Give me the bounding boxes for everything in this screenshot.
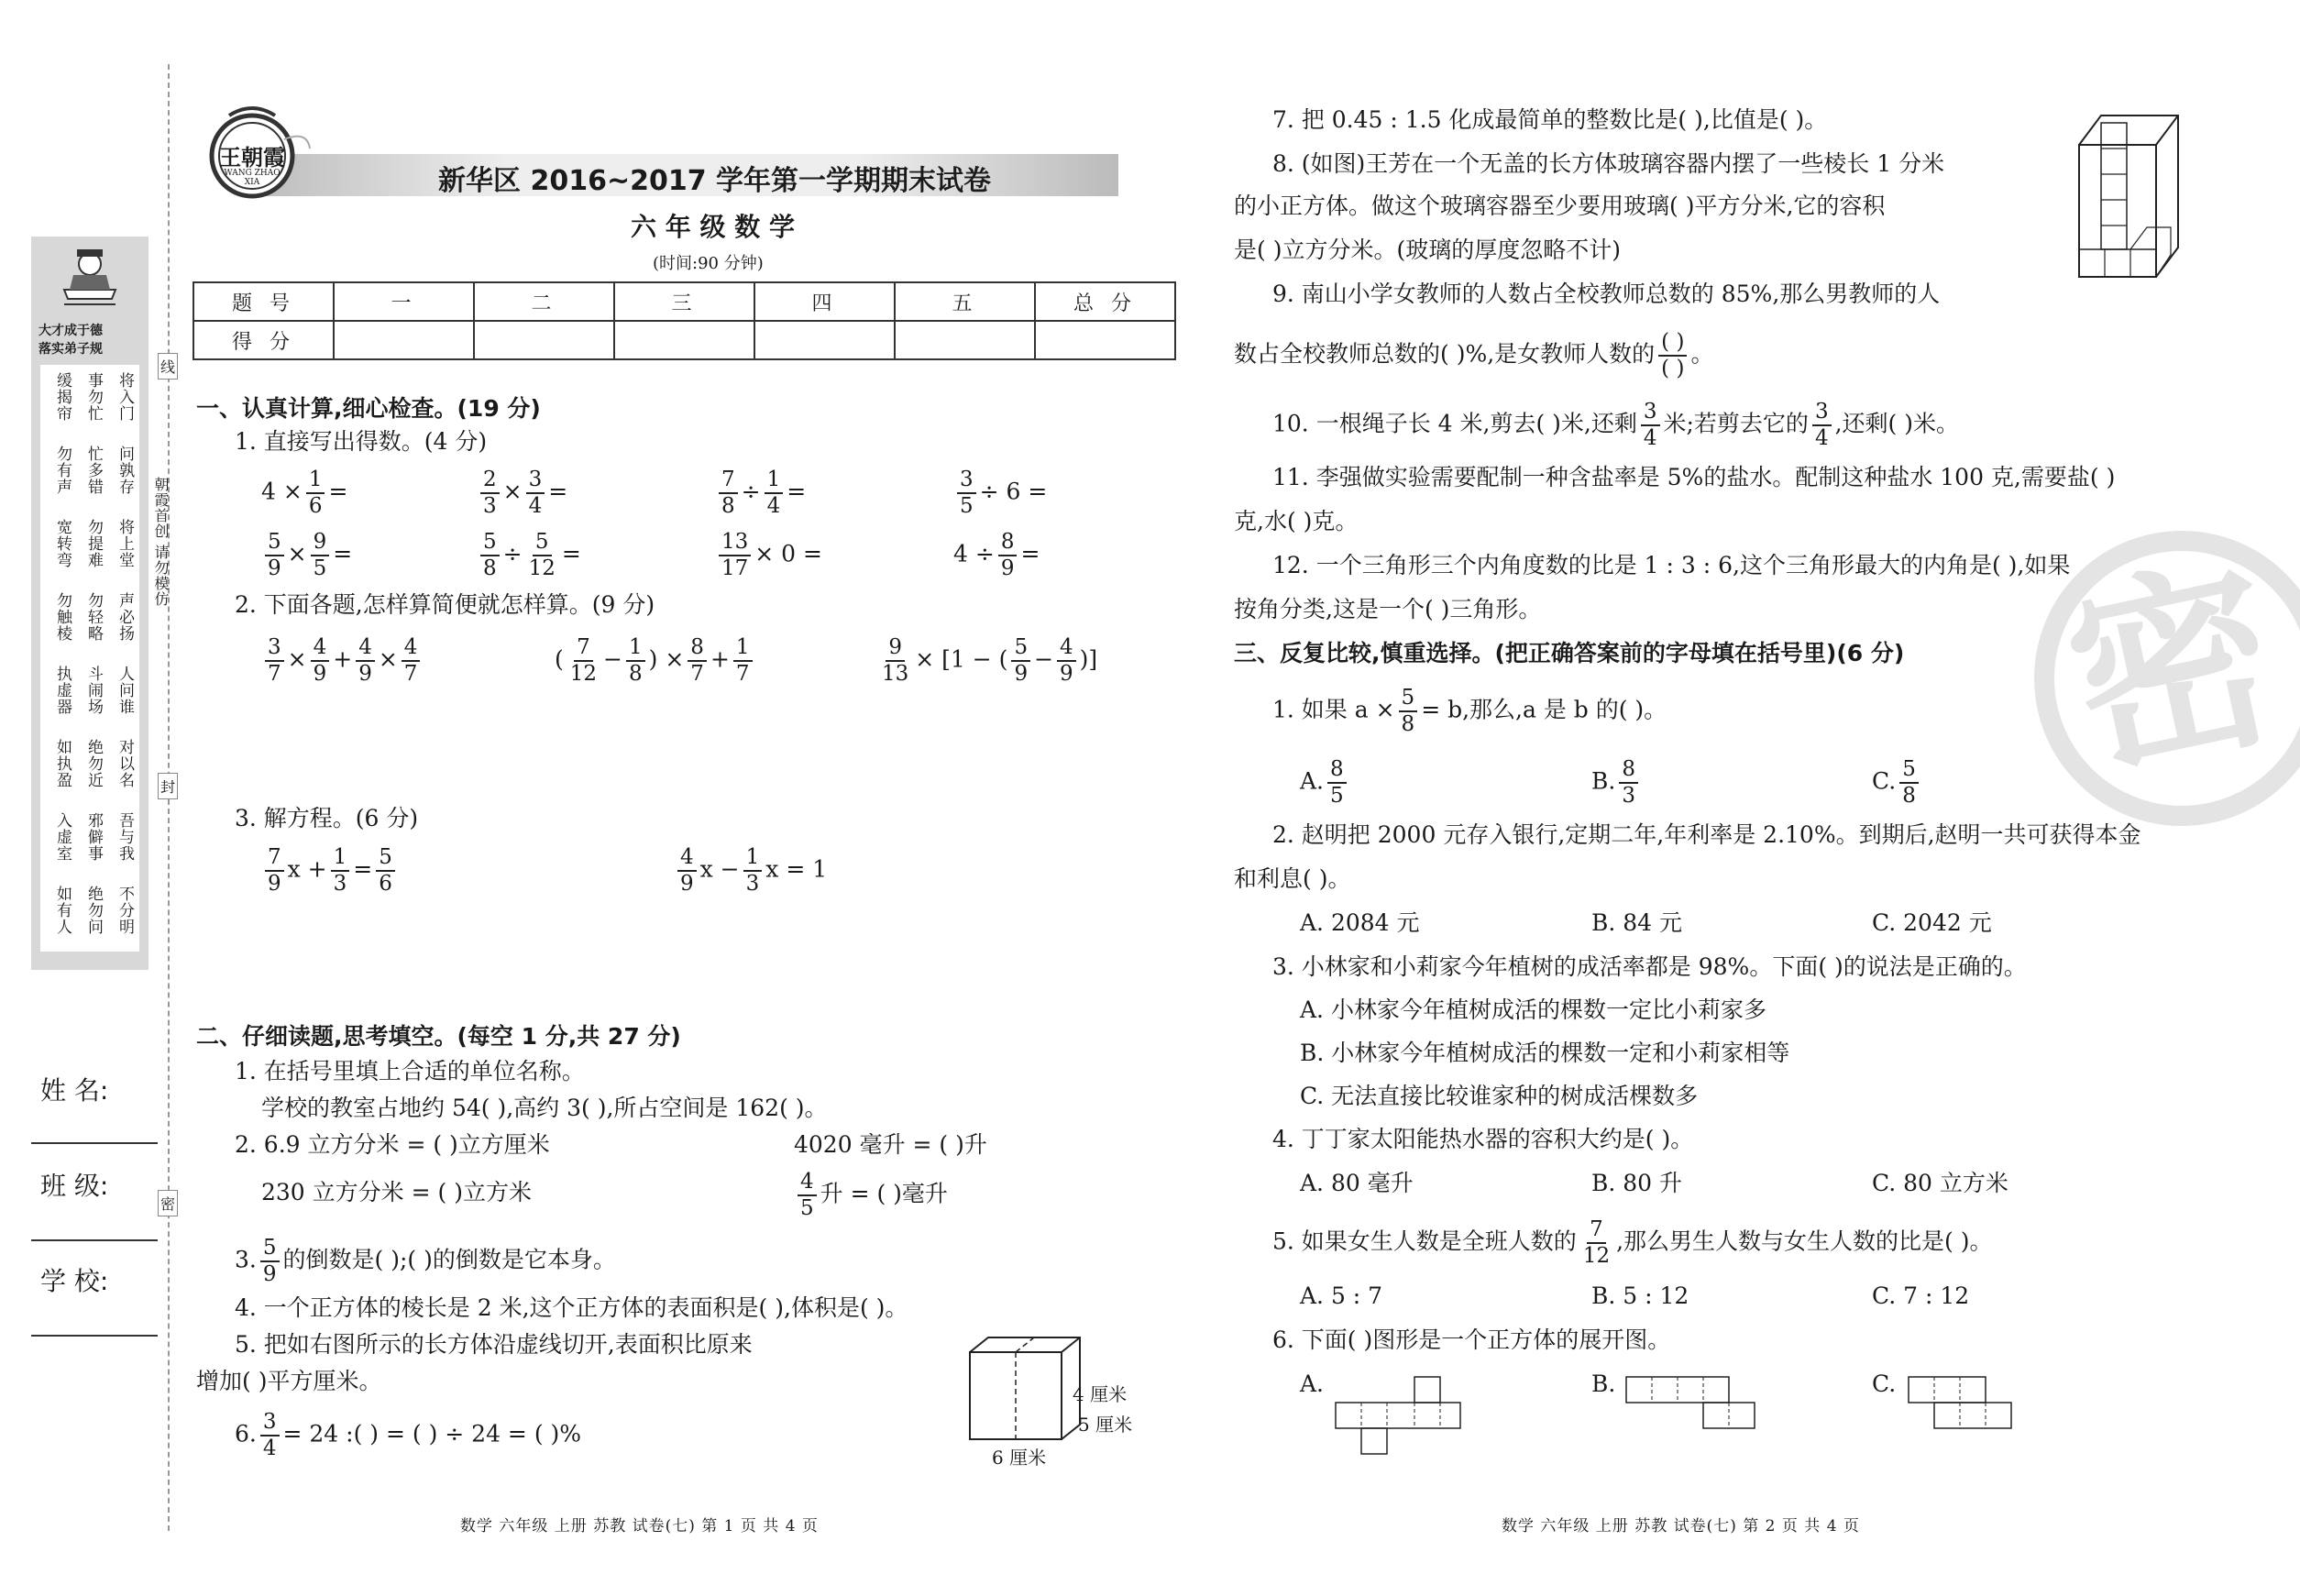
rule-col: 执虚器	[53, 666, 72, 715]
choice-3: 3. 小林家和小莉家今年植树的成活率都是 98%。下面( )的说法是正确的。	[1272, 953, 2027, 980]
score-cell: 一	[334, 282, 474, 321]
rule-col: 声必扬	[116, 592, 134, 642]
rule-col: 如执盈	[53, 739, 72, 788]
slogan-1: 大才成于德	[39, 324, 103, 338]
score-input[interactable]	[1035, 321, 1175, 359]
choice-1-option-a[interactable]: A. $\frac{8}{5}$	[1300, 759, 1350, 807]
equation-2: $\frac{4}{9}$ x − $\frac{1}{3}$ x = 1	[674, 847, 827, 895]
choice-2-option-a[interactable]: A. 2084 元	[1300, 909, 1420, 936]
rule-col: 将入门	[116, 372, 134, 422]
choice-1-option-b[interactable]: B. $\frac{8}{3}$	[1591, 759, 1642, 807]
cuboid-height-label: 4 厘米	[1073, 1383, 1128, 1405]
rule-col: 问孰存	[116, 446, 134, 495]
q2-5a: 5. 把如右图所示的长方体沿虚线切开,表面积比原来	[235, 1331, 753, 1358]
simplify-1: $\frac{3}{7}$ × $\frac{4}{9}$ + $\frac{4}{9}$ × $\frac{4}{7}$	[261, 637, 424, 685]
q2-1a: 学校的教室占地约 54( ),高约 3( ),所占空间是 162( )。	[261, 1095, 828, 1121]
score-input[interactable]	[614, 321, 754, 359]
q2-1: 1. 在括号里填上合适的单位名称。	[235, 1058, 585, 1084]
choice-6-option-a[interactable]: A.	[1300, 1370, 1325, 1397]
score-cell: 题 号	[193, 282, 334, 321]
calc-2: $\frac{2}{3}$ × $\frac{3}{4}$ =	[477, 469, 567, 517]
score-cell: 得 分	[193, 321, 334, 359]
q8c: 是( )立方分米。(玻璃的厚度忽略不计)	[1234, 237, 1621, 263]
net-c-figure	[1907, 1375, 2017, 1432]
rule-col: 邪僻事	[84, 812, 103, 862]
school-line[interactable]	[31, 1335, 158, 1337]
calc-5: $\frac{5}{9}$ × $\frac{9}{5}$ =	[261, 532, 352, 579]
class-label: 班 级:	[40, 1171, 109, 1201]
q2-2b: 4020 毫升 = ( )升	[794, 1131, 987, 1158]
score-cell: 五	[895, 282, 1035, 321]
q2-4: 4. 一个正方体的棱长是 2 米,这个正方体的表面积是( ),体积是( )。	[235, 1294, 908, 1321]
choice-2-option-b[interactable]: B. 84 元	[1591, 909, 1683, 936]
subject-title: 六 年 级 数 学	[631, 212, 795, 242]
simplify-3: $\frac{9}{13}$ × [1 − ( $\frac{5}{9}$ − $\frac{4}{9}$ )]	[882, 635, 1098, 686]
q11a: 11. 李强做实验需要配制一种含盐率是 5%的盐水。配制这种盐水 100 克,需要盐( )	[1272, 464, 2116, 490]
calc-4: $\frac{3}{5}$ ÷ 6 =	[953, 469, 1047, 517]
score-cell: 四	[754, 282, 895, 321]
score-input[interactable]	[895, 321, 1035, 359]
q1-2: 2. 下面各题,怎样算简便就怎样算。(9 分)	[235, 591, 655, 618]
choice-4-option-b[interactable]: B. 80 升	[1591, 1170, 1683, 1196]
choice-2a: 2. 赵明把 2000 元存入银行,定期二年,年利率是 2.10%。到期后,赵明一共可获得本金	[1272, 821, 2141, 848]
q12a: 12. 一个三角形三个内角度数的比是 1 : 3 : 6,这个三角形最大的内角是( ),如果	[1272, 552, 2071, 578]
calc-8: 4 ÷ $\frac{8}{9}$ =	[953, 530, 1040, 580]
rule-col: 斗闹场	[84, 666, 103, 715]
rule-col: 忙多错	[84, 446, 103, 495]
choice-1: 1. 如果 a × $\frac{5}{8}$ = b,那么,a 是 b 的( )。	[1272, 686, 1667, 736]
rule-col: 勿有声	[53, 446, 72, 495]
time-note: (时间:90 分钟)	[653, 254, 764, 273]
rule-col: 对以名	[116, 739, 134, 788]
rule-col: 将上堂	[116, 519, 134, 568]
rules-panel	[40, 365, 139, 952]
container-figure	[2074, 108, 2184, 282]
q12b: 按角分类,这是一个( )三角形。	[1234, 596, 1542, 622]
score-input[interactable]	[754, 321, 895, 359]
seal-mark-2: 封	[158, 773, 178, 799]
rule-col: 勿轻略	[84, 592, 103, 642]
right-footer: 数学 六年级 上册 苏教 试卷(七) 第 2 页 共 4 页	[1502, 1517, 1860, 1535]
calc-3: $\frac{7}{8}$ ÷ $\frac{1}{4}$ =	[715, 469, 806, 517]
rule-col: 不分明	[116, 886, 134, 935]
q9b: 数占全校教师总数的( )%,是女教师人数的 $\frac{( )}{( )}$ 。	[1234, 330, 1714, 380]
choice-5: 5. 如果女生人数是全班人数的 $\frac{7}{12}$ ,那么男生人数与女生人数的比是( )。	[1272, 1217, 1993, 1268]
rule-col: 事勿忙	[84, 372, 103, 422]
q7: 7. 把 0.45 : 1.5 化成最简单的整数比是( ),比值是( )。	[1272, 106, 1828, 133]
q2-2d: $\frac{4}{5}$ 升 = ( )毫升	[794, 1172, 948, 1219]
scholar-icon	[57, 244, 123, 314]
choice-3-option-c[interactable]: C. 无法直接比较谁家种的树成活棵数多	[1300, 1083, 1699, 1109]
exam-title: 新华区 2016~2017 学年第一学期期末试卷	[438, 165, 992, 197]
choice-4: 4. 丁丁家太阳能热水器的容积大约是( )。	[1272, 1126, 1694, 1152]
seal-mark-3: 密	[158, 1190, 178, 1216]
q9a: 9. 南山小学女教师的人数占全校教师总数的 85%,那么男教师的人	[1272, 281, 1941, 307]
q10: 10. 一根绳子长 4 米,剪去( )米,还剩 $\frac{3}{4}$ 米;若剪去它的 $\frac{3}{4}$ ,还剩( )米。	[1272, 400, 1959, 450]
rule-col: 宽转弯	[53, 519, 72, 568]
choice-5-option-c[interactable]: C. 7 : 12	[1872, 1282, 1970, 1309]
q2-5b: 增加( )平方厘米。	[196, 1368, 382, 1394]
score-input[interactable]	[474, 321, 614, 359]
choice-4-option-a[interactable]: A. 80 毫升	[1300, 1170, 1414, 1196]
choice-1-option-c[interactable]: C. $\frac{5}{8}$	[1872, 759, 1922, 807]
secret-watermark: 密	[2049, 531, 2296, 807]
name-line[interactable]	[31, 1142, 158, 1144]
score-cell: 三	[614, 282, 754, 321]
rule-col: 入虚室	[53, 812, 72, 862]
choice-2-option-c[interactable]: C. 2042 元	[1872, 909, 1992, 936]
choice-6: 6. 下面( )图形是一个正方体的展开图。	[1272, 1326, 1671, 1353]
choice-6-option-b[interactable]: B.	[1591, 1370, 1616, 1397]
score-header-row	[193, 282, 1175, 321]
class-line[interactable]	[31, 1239, 158, 1241]
net-a-figure	[1334, 1375, 1462, 1458]
net-b-figure	[1624, 1375, 1762, 1432]
q2-6: 6. $\frac{3}{4}$ = 24 :( ) = ( ) ÷ 24 = ( )%	[235, 1410, 582, 1460]
simplify-2: ( $\frac{7}{12}$ − $\frac{1}{8}$ ) × $\frac{8}{7}$ + $\frac{1}{7}$	[555, 637, 756, 685]
score-cell: 二	[474, 282, 614, 321]
q8b: 的小正方体。做这个玻璃容器至少要用玻璃( )平方分米,它的容积	[1234, 193, 1886, 219]
score-input-row	[193, 321, 1175, 359]
choice-6-option-c[interactable]: C.	[1872, 1370, 1897, 1397]
choice-3-option-a[interactable]: A. 小林家今年植树成活的棵数一定比小莉家多	[1300, 996, 1766, 1023]
rules-sidebar	[31, 237, 149, 970]
vertical-note: 朝霞首创 请勿模仿	[152, 477, 170, 608]
rule-col: 绝勿问	[84, 886, 103, 935]
q1-1: 1. 直接写出得数。(4 分)	[235, 428, 488, 455]
choice-4-option-c[interactable]: C. 80 立方米	[1872, 1170, 2008, 1196]
name-label: 姓 名:	[40, 1075, 109, 1106]
school-label: 学 校:	[40, 1266, 109, 1296]
rule-col: 绝勿近	[84, 739, 103, 788]
rule-col: 缓揭帘	[53, 372, 72, 422]
equation-1: $\frac{7}{9}$ x + $\frac{1}{3}$ = $\frac{5}{6}$	[261, 847, 399, 895]
section-1-title: 一、认真计算,细心检查。(19 分)	[196, 395, 541, 422]
q2-2a: 2. 6.9 立方分米 = ( )立方厘米	[235, 1131, 550, 1158]
left-footer: 数学 六年级 上册 苏教 试卷(七) 第 1 页 共 4 页	[460, 1517, 819, 1535]
q11b: 克,水( )克。	[1234, 508, 1359, 534]
cuboid-width-label: 6 厘米	[992, 1447, 1047, 1469]
section-2-title: 二、仔细读题,思考填空。(每空 1 分,共 27 分)	[196, 1023, 681, 1050]
score-table	[193, 281, 1176, 360]
rule-col: 吾与我	[116, 812, 134, 862]
q2-3: 3. $\frac{5}{9}$ 的倒数是( );( )的倒数是它本身。	[235, 1236, 616, 1286]
rule-col: 如有人	[53, 886, 72, 935]
rule-col: 勿触棱	[53, 592, 72, 642]
choice-5-option-b[interactable]: B. 5 : 12	[1591, 1282, 1689, 1309]
rule-col: 人问谁	[116, 666, 134, 715]
score-input[interactable]	[334, 321, 474, 359]
calc-1: 4 × $\frac{1}{6}$ =	[261, 468, 348, 518]
logo-text: 王朝霞	[219, 144, 285, 171]
choice-5-option-a[interactable]: A. 5 : 7	[1300, 1282, 1383, 1309]
logo-subtext: WANG ZHAO XIA	[224, 169, 281, 187]
cuboid-figure	[963, 1334, 1082, 1448]
score-cell: 总 分	[1035, 282, 1175, 321]
seal-mark-1: 线	[158, 353, 178, 380]
slogan-2: 落实弟子规	[39, 342, 103, 357]
section-3-title: 三、反复比较,慎重选择。(把正确答案前的字母填在括号里)(6 分)	[1234, 640, 1905, 666]
calc-7: $\frac{13}{17}$ × 0 =	[715, 532, 822, 579]
choice-3-option-b[interactable]: B. 小林家今年植树成活的棵数一定和小莉家相等	[1300, 1040, 1790, 1066]
q2-2c: 230 立方分米 = ( )立方米	[261, 1179, 532, 1205]
choice-2b: 和利息( )。	[1234, 865, 1351, 892]
rule-col: 勿提难	[84, 519, 103, 568]
calc-6: $\frac{5}{8}$ ÷ $\frac{5}{12}$ =	[477, 532, 581, 579]
q1-3: 3. 解方程。(6 分)	[235, 805, 419, 831]
cuboid-depth-label: 5 厘米	[1078, 1414, 1133, 1436]
q8a: 8. (如图)王芳在一个无盖的长方体玻璃容器内摆了一些棱长 1 分米	[1272, 150, 1945, 177]
